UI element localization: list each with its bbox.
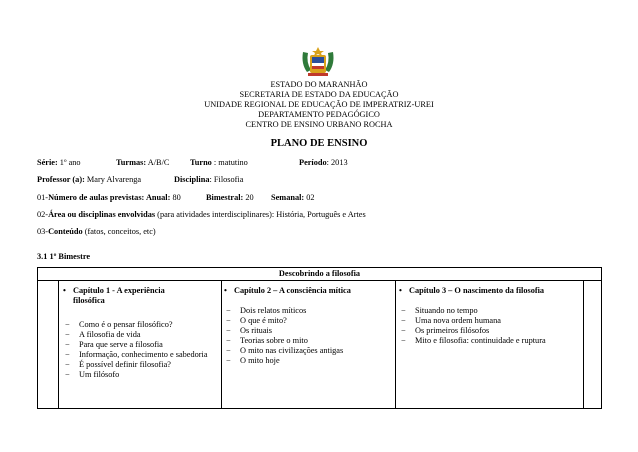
chapter-title bbox=[224, 286, 351, 296]
chapter-title-line: filosófica bbox=[73, 296, 105, 305]
list-item: − O mito hoje bbox=[226, 356, 391, 366]
list-item: − Uma nova ordem humana bbox=[401, 316, 581, 326]
header-line: CENTRO DE ENSINO URBANO ROCHA bbox=[245, 120, 393, 129]
chapter-title-line: Capítulo 3 – O nascimento da filosofia bbox=[409, 286, 545, 295]
turno-value: : matutino bbox=[211, 158, 248, 167]
list-item: − Situando no tempo bbox=[401, 306, 581, 316]
coat-of-arms-icon bbox=[299, 46, 337, 78]
periodo-label: Período bbox=[299, 158, 327, 167]
aulas-prefix: 01- bbox=[37, 193, 49, 202]
chapter-title-line: Capítulo 1 - A experiência bbox=[73, 286, 165, 295]
header-line: DEPARTAMENTO PEDAGÓGICO bbox=[258, 110, 380, 119]
info-row-serie bbox=[37, 158, 348, 167]
list-item: − Informação, conhecimento e sabedoria bbox=[65, 350, 215, 360]
serie-value: 1º ano bbox=[57, 158, 81, 167]
list-item: − É possível definir filosofia? bbox=[65, 360, 215, 370]
header-line: UNIDADE REGIONAL DE EDUCAÇÃO DE IMPERATRIZ-UREI bbox=[204, 100, 434, 109]
list-item: − O mito nas civilizações antigas bbox=[226, 346, 391, 356]
aulas-label: Número de aulas previstas: Anual: bbox=[48, 193, 171, 202]
table-column-chapter-3 bbox=[395, 281, 584, 408]
chapter-title bbox=[399, 286, 544, 296]
info-row-professor bbox=[37, 175, 244, 184]
periodo-value: : 2013 bbox=[326, 158, 348, 167]
disciplina-value: : Filosofia bbox=[209, 175, 244, 184]
turmas-value: A/B/C bbox=[146, 158, 170, 167]
list-item: − Dois relatos míticos bbox=[226, 306, 391, 316]
chapter-title bbox=[63, 286, 165, 306]
areas-value: (para atividades interdisciplinares): História, Português e Artes bbox=[155, 210, 366, 219]
info-row-areas bbox=[37, 210, 366, 219]
chapter-title-line: Capítulo 2 – A consciência mítica bbox=[234, 286, 351, 295]
institution-header bbox=[0, 80, 638, 130]
semanal-value: 02 bbox=[304, 193, 315, 202]
conteudo-prefix: 03- bbox=[37, 227, 49, 236]
professor-value: Mary Alvarenga bbox=[84, 175, 142, 184]
semanal-label: Semanal: bbox=[271, 193, 305, 202]
list-item: − Os rituais bbox=[226, 326, 391, 336]
header-line: ESTADO DO MARANHÃO bbox=[270, 80, 368, 89]
table-column-chapter-2 bbox=[220, 281, 396, 408]
serie-label: Série: bbox=[37, 158, 58, 167]
topic-list bbox=[65, 320, 215, 380]
turmas-label: Turmas: bbox=[116, 158, 147, 167]
page-title: PLANO DE ENSINO bbox=[270, 138, 368, 149]
header-line: SECRETARIA DE ESTADO DA EDUCAÇÃO bbox=[239, 90, 399, 99]
turno-label: Turno bbox=[190, 158, 212, 167]
professor-label: Professor (a): bbox=[37, 175, 85, 184]
areas-prefix: 02- bbox=[37, 210, 49, 219]
list-item: − Para que serve a filosofia bbox=[65, 340, 215, 350]
info-row-conteudo bbox=[37, 227, 156, 236]
list-item: − Os primeiros filósofos bbox=[401, 326, 581, 336]
bullet-icon: • bbox=[399, 286, 402, 295]
bullet-icon: • bbox=[63, 286, 66, 295]
topic-list bbox=[401, 306, 581, 346]
list-item: − Como é o pensar filosófico? bbox=[65, 320, 215, 330]
section-heading: 3.1 1º Bimestre bbox=[37, 252, 91, 261]
list-item: − A filosofia de vida bbox=[65, 330, 215, 340]
bullet-icon: • bbox=[224, 286, 227, 295]
bimestral-label: Bimestral: bbox=[206, 193, 244, 202]
aulas-value: 80 bbox=[170, 193, 181, 202]
info-row-aulas bbox=[37, 193, 315, 202]
content-table bbox=[37, 267, 602, 409]
list-item: − O que é mito? bbox=[226, 316, 391, 326]
list-item: − Mito e filosofia: continuidade e ruptura bbox=[401, 336, 581, 346]
conteudo-label: Conteúdo bbox=[48, 227, 83, 236]
table-header: Descobrindo a filosofia bbox=[38, 268, 601, 281]
bimestral-value: 20 bbox=[243, 193, 254, 202]
list-item: − Um filósofo bbox=[65, 370, 215, 380]
disciplina-label: Disciplina bbox=[174, 175, 210, 184]
areas-label: Área ou disciplinas envolvidas bbox=[48, 210, 156, 219]
table-column-chapter-1 bbox=[58, 281, 222, 408]
conteudo-value: (fatos, conceitos, etc) bbox=[82, 227, 156, 236]
topic-list bbox=[226, 306, 391, 366]
list-item: − Teorias sobre o mito bbox=[226, 336, 391, 346]
